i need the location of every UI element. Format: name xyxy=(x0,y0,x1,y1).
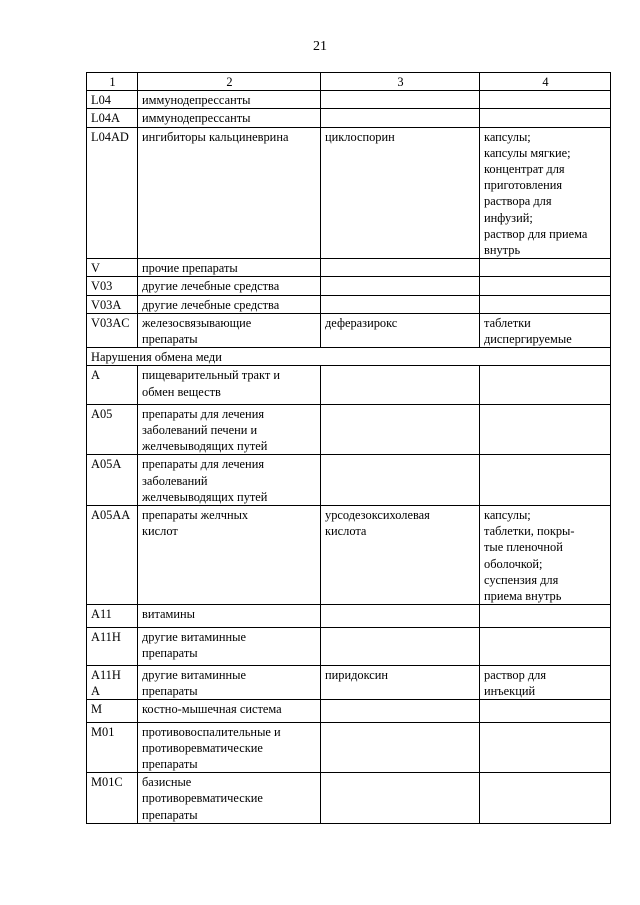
code-cell: M xyxy=(87,700,138,722)
table-row xyxy=(87,366,611,404)
table-row xyxy=(87,605,611,627)
group-cell: иммунодепрессанты xyxy=(138,109,321,127)
code-cell: A05AA xyxy=(87,506,138,605)
substance-cell xyxy=(321,627,480,665)
substance-cell xyxy=(321,773,480,824)
code-cell: L04AD xyxy=(87,127,138,259)
group-cell: препараты для лечения заболеваний желчевыводящих путей xyxy=(138,455,321,506)
code-cell: M01 xyxy=(87,722,138,773)
table-row xyxy=(87,313,611,347)
form-cell xyxy=(480,404,611,455)
substance-cell: пиридоксин xyxy=(321,665,480,699)
group-cell: иммунодепрессанты xyxy=(138,91,321,109)
code-cell: A05A xyxy=(87,455,138,506)
form-cell xyxy=(480,722,611,773)
substance-cell xyxy=(321,91,480,109)
substance-cell: урсодезоксихолевая кислота xyxy=(321,506,480,605)
code-cell: A11H xyxy=(87,627,138,665)
code-cell: A05 xyxy=(87,404,138,455)
table-row xyxy=(87,91,611,109)
table-row xyxy=(87,506,611,605)
code-cell: L04 xyxy=(87,91,138,109)
form-cell xyxy=(480,277,611,295)
section-title: Нарушения обмена меди xyxy=(87,348,611,366)
table-row xyxy=(87,295,611,313)
table-row xyxy=(87,259,611,277)
form-cell xyxy=(480,605,611,627)
table-row xyxy=(87,404,611,455)
form-cell xyxy=(480,295,611,313)
code-cell: A xyxy=(87,366,138,404)
group-cell: другие лечебные средства xyxy=(138,295,321,313)
code-cell: A11H A xyxy=(87,665,138,699)
group-cell: прочие препараты xyxy=(138,259,321,277)
group-cell: другие лечебные средства xyxy=(138,277,321,295)
header-row xyxy=(87,73,611,91)
table-row xyxy=(87,109,611,127)
group-cell: ингибиторы кальциневрина xyxy=(138,127,321,259)
code-cell: A11 xyxy=(87,605,138,627)
group-cell: базисные противоревматические препараты xyxy=(138,773,321,824)
group-cell: пищеварительный тракт и обмен веществ xyxy=(138,366,321,404)
group-cell: противовоспалительные и противоревматические препараты xyxy=(138,722,321,773)
header-cell: 2 xyxy=(138,73,321,91)
table-row xyxy=(87,700,611,722)
section-row xyxy=(87,348,611,366)
group-cell: препараты для лечения заболеваний печени и желчевыводящих путей xyxy=(138,404,321,455)
substance-cell xyxy=(321,259,480,277)
substance-cell xyxy=(321,404,480,455)
header-cell: 3 xyxy=(321,73,480,91)
substance-cell xyxy=(321,700,480,722)
form-cell xyxy=(480,366,611,404)
code-cell: M01C xyxy=(87,773,138,824)
table-row xyxy=(87,722,611,773)
code-cell: L04A xyxy=(87,109,138,127)
table-row xyxy=(87,627,611,665)
table-row xyxy=(87,773,611,824)
substance-cell xyxy=(321,277,480,295)
group-cell: витамины xyxy=(138,605,321,627)
form-cell: таблетки диспергируемые xyxy=(480,313,611,347)
group-cell: костно-мышечная система xyxy=(138,700,321,722)
substance-cell xyxy=(321,455,480,506)
group-cell: препараты желчных кислот xyxy=(138,506,321,605)
form-cell xyxy=(480,627,611,665)
code-cell: V03A xyxy=(87,295,138,313)
header-cell: 4 xyxy=(480,73,611,91)
group-cell: другие витаминные препараты xyxy=(138,627,321,665)
table-row xyxy=(87,127,611,259)
drug-table xyxy=(86,72,611,824)
table-row xyxy=(87,277,611,295)
substance-cell xyxy=(321,295,480,313)
code-cell: V03 xyxy=(87,277,138,295)
code-cell: V xyxy=(87,259,138,277)
substance-cell xyxy=(321,722,480,773)
form-cell xyxy=(480,91,611,109)
form-cell xyxy=(480,109,611,127)
substance-cell: деферазирокс xyxy=(321,313,480,347)
substance-cell: циклоспорин xyxy=(321,127,480,259)
group-cell: железосвязывающие препараты xyxy=(138,313,321,347)
group-cell: другие витаминные препараты xyxy=(138,665,321,699)
form-cell xyxy=(480,259,611,277)
code-cell: V03AC xyxy=(87,313,138,347)
substance-cell xyxy=(321,366,480,404)
page-number: 21 xyxy=(313,39,327,54)
table-row xyxy=(87,665,611,699)
substance-cell xyxy=(321,605,480,627)
form-cell xyxy=(480,455,611,506)
table-row xyxy=(87,455,611,506)
form-cell: капсулы; таблетки, покры- тые пленочной оболочкой; суспензия для приема внутрь xyxy=(480,506,611,605)
header-cell: 1 xyxy=(87,73,138,91)
form-cell: раствор для инъекций xyxy=(480,665,611,699)
form-cell xyxy=(480,700,611,722)
form-cell: капсулы; капсулы мягкие; концентрат для приготовления раствора для инфузий; раствор для приема внутрь xyxy=(480,127,611,259)
form-cell xyxy=(480,773,611,824)
substance-cell xyxy=(321,109,480,127)
